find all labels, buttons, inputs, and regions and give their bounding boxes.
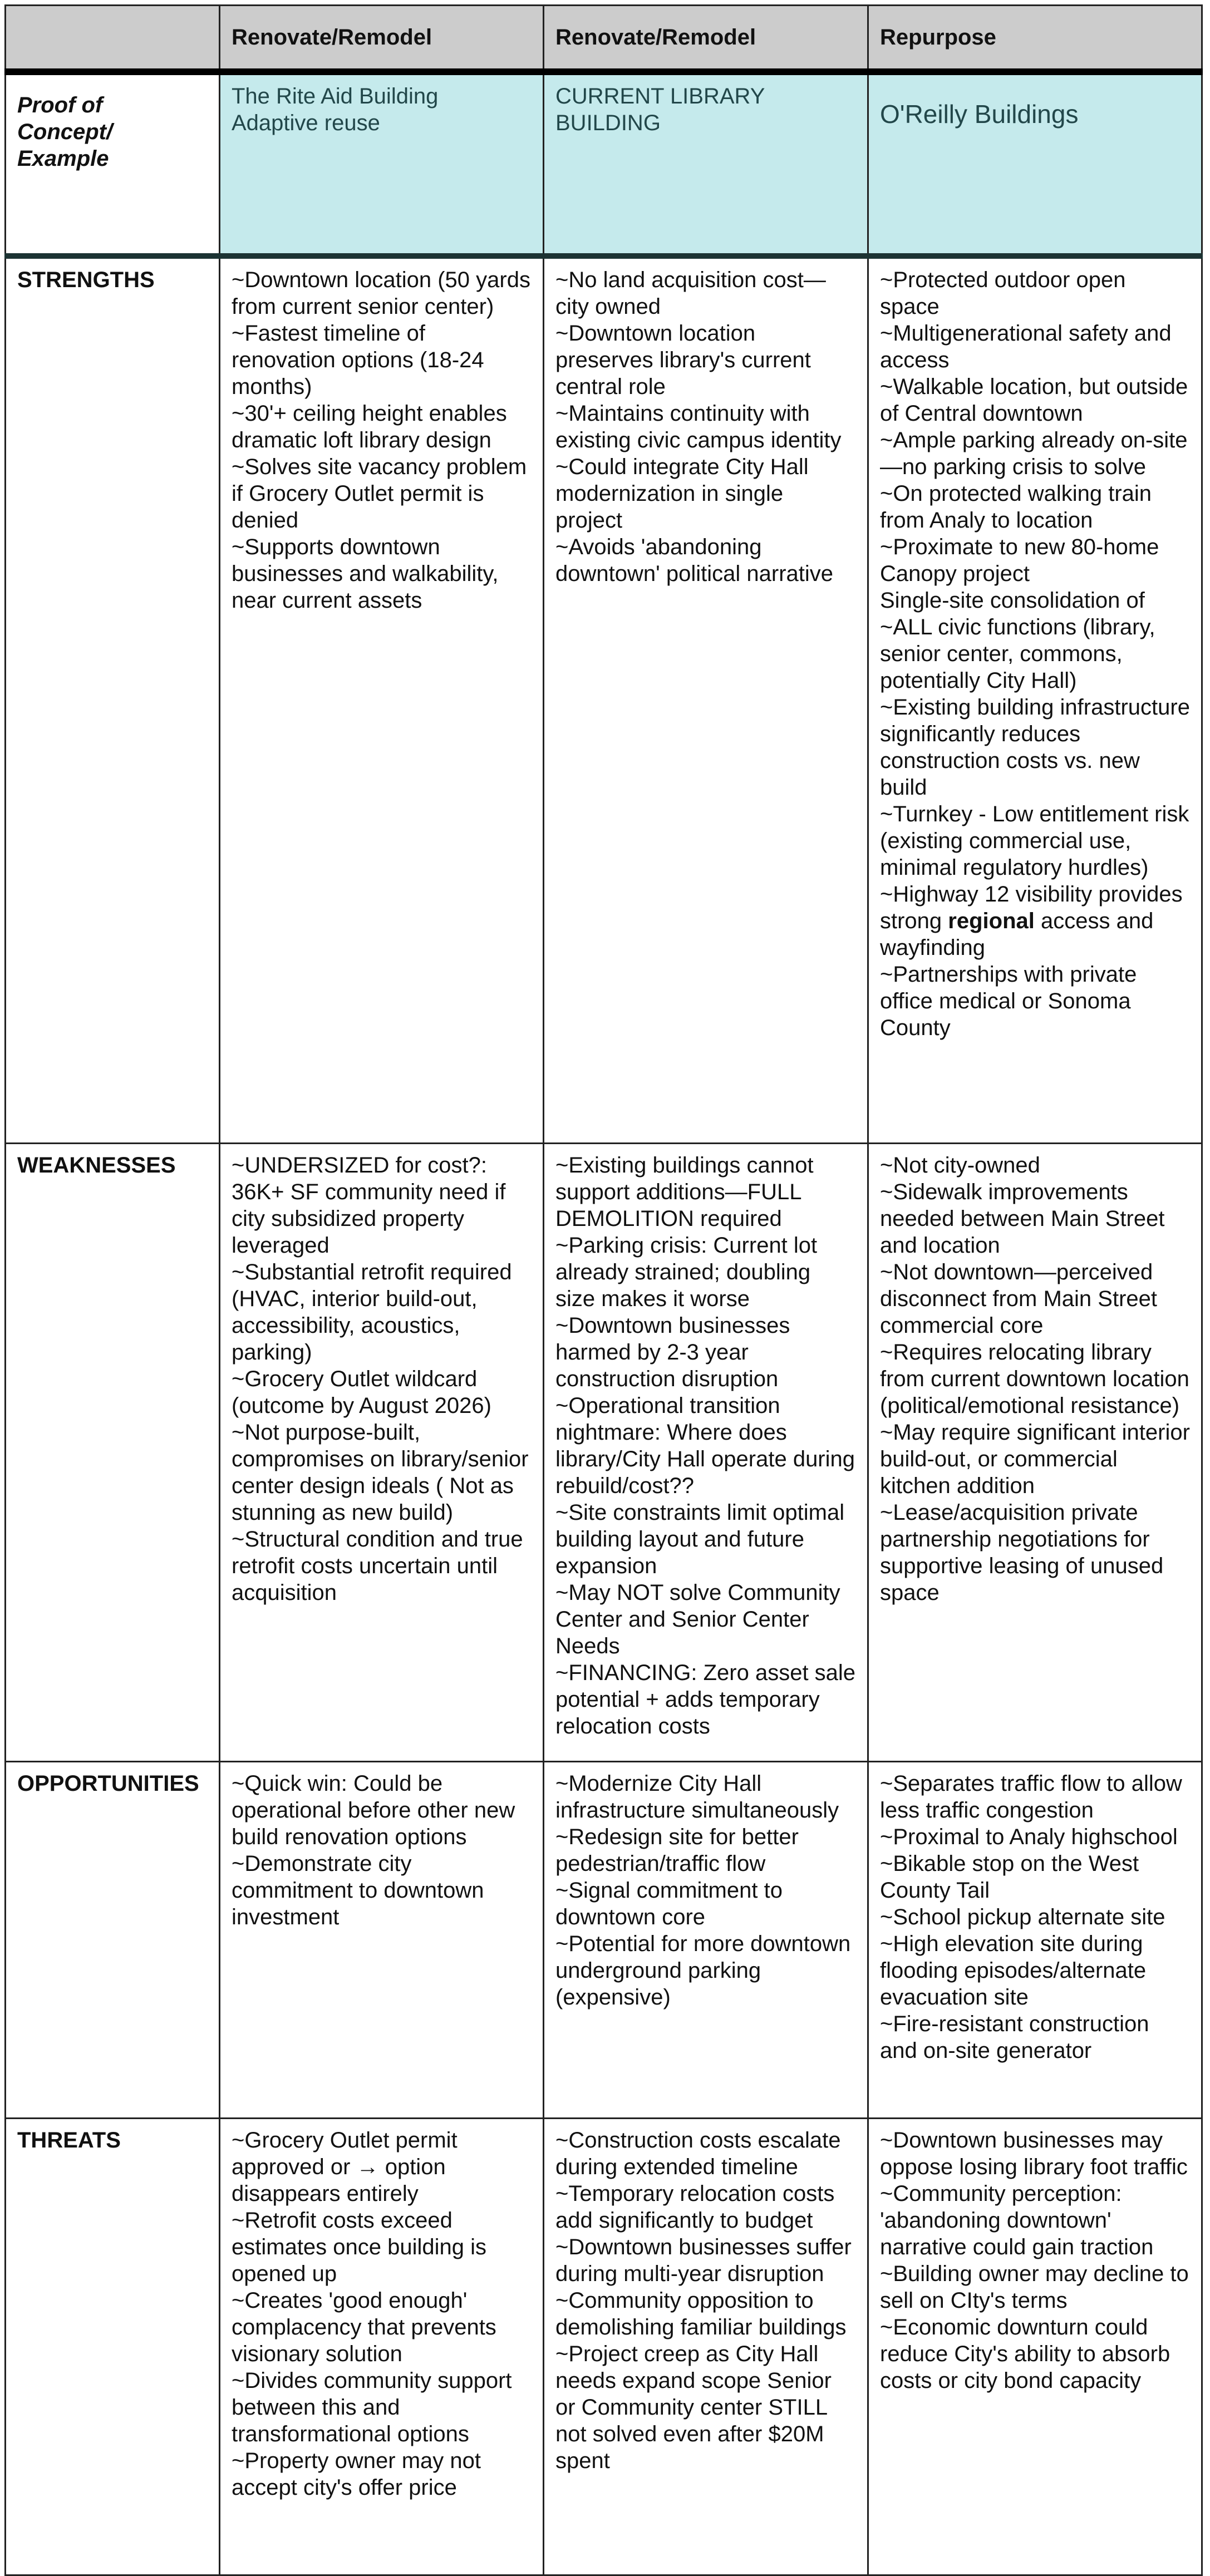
row-label: OPPORTUNITIES bbox=[6, 1762, 220, 2119]
bullet-item: ~Separates traffic flow to allow less traffic congestion bbox=[880, 1771, 1182, 1823]
header-empty bbox=[6, 6, 220, 72]
bullet-item: ~Property owner may not accept city's offer price bbox=[232, 2449, 481, 2500]
example-rite-aid bbox=[220, 72, 544, 256]
bullet-item: ~Divides community support between this and transformational options bbox=[232, 2368, 512, 2446]
bullet-item: ~Downtown businesses suffer during multi-year disruption bbox=[555, 2235, 852, 2286]
swot-cell bbox=[220, 1144, 544, 1762]
header-option-2: Renovate/Remodel bbox=[544, 6, 868, 72]
bullet-item: ~Sidewalk improvements needed between Main Street and location bbox=[880, 1180, 1165, 1258]
example-line: O'Reilly Buildings bbox=[880, 100, 1079, 129]
bullet-item: ~May require significant interior build-out, or commercial kitchen addition bbox=[880, 1420, 1190, 1498]
bullet-item: ~Project creep as City Hall needs expand scope Senior or Community center STILL not solved even after $20M spent bbox=[555, 2342, 832, 2473]
bullet-item: ~Downtown businesses may oppose losing library foot traffic bbox=[880, 2128, 1188, 2179]
bullet-item: ~Potential for more downtown underground parking (expensive) bbox=[555, 1932, 851, 2009]
bullet-item: ~Downtown location preserves library's current central role bbox=[555, 321, 811, 399]
bullet-item: ~Proximal to Analy highschool bbox=[880, 1825, 1178, 1849]
proof-label-line: Example bbox=[17, 146, 109, 171]
bullet-item: ~Highway 12 visibility provides strong regional access and wayfinding bbox=[880, 882, 1183, 960]
bullet-item: ~Existing buildings cannot support additions—FULL DEMOLITION required bbox=[555, 1153, 814, 1231]
bullet-item: ~Protected outdoor open space bbox=[880, 268, 1126, 319]
bullet-item: ~Proximate to new 80-home Canopy project bbox=[880, 535, 1159, 586]
header-option-3: Repurpose bbox=[868, 6, 1202, 72]
bullet-item: ~Multigenerational safety and access bbox=[880, 321, 1172, 372]
bullet-item: ~Downtown location (50 yards from current senior center) bbox=[232, 268, 530, 319]
swot-cell bbox=[868, 1144, 1202, 1762]
bullet-item: ~Operational transition nightmare: Where does library/City Hall operate during rebuild/cost?? bbox=[555, 1393, 855, 1498]
bullet-item: ~Partnerships with private office medical or Sonoma County bbox=[880, 962, 1137, 1040]
bullet-item: ~Community opposition to demolishing familiar buildings bbox=[555, 2288, 847, 2339]
bullet-item: Single-site consolidation of bbox=[880, 588, 1145, 613]
bullet-item: ~Walkable location, but outside of Central downtown bbox=[880, 375, 1188, 426]
bullet-item: ~On protected walking train from Analy to location bbox=[880, 481, 1152, 533]
swot-cell bbox=[220, 256, 544, 1144]
swot-row-weaknesses bbox=[6, 1144, 1202, 1762]
example-oreilly bbox=[868, 72, 1202, 256]
bullet-item: ~Community perception: 'abandoning downtown' narrative could gain traction bbox=[880, 2181, 1154, 2259]
bullet-item: ~Site constraints limit optimal building layout and future expansion bbox=[555, 1500, 845, 1578]
example-line: BUILDING bbox=[555, 111, 661, 135]
bullet-item: ~Bikable stop on the West County Tail bbox=[880, 1851, 1139, 1903]
bullet-item: ~Existing building infrastructure significantly reduces construction costs vs. new build bbox=[880, 695, 1190, 800]
proof-label-line: Proof of bbox=[17, 93, 103, 117]
bullet-item: ~Lease/acquisition private partnership negotiations for supportive leasing of unused space bbox=[880, 1500, 1164, 1605]
bullet-item: ~High elevation site during flooding episodes/alternate evacuation site bbox=[880, 1932, 1147, 2009]
bullet-item: ~Not city-owned bbox=[880, 1153, 1040, 1178]
bullet-item: ~30'+ ceiling height enables dramatic loft library design bbox=[232, 401, 507, 452]
swot-row-threats bbox=[6, 2119, 1202, 2575]
bullet-item: ~Turnkey - Low entitlement risk (existing commercial use, minimal regulatory hurdles) bbox=[880, 802, 1189, 880]
bullet-item: ~Modernize City Hall infrastructure simultaneously bbox=[555, 1771, 839, 1823]
example-line: Adaptive reuse bbox=[232, 111, 380, 135]
swot-cell bbox=[544, 1762, 868, 2119]
bullet-item: ~Not downtown—perceived disconnect from Main Street commercial core bbox=[880, 1260, 1157, 1338]
bullet-item: ~Fire-resistant construction and on-site generator bbox=[880, 2012, 1149, 2063]
bullet-item: ~Redesign site for better pedestrian/traffic flow bbox=[555, 1825, 799, 1876]
swot-cell bbox=[868, 1762, 1202, 2119]
bullet-item: ~Grocery Outlet wildcard (outcome by August 2026) bbox=[232, 1367, 491, 1418]
proof-label bbox=[6, 72, 220, 256]
bullet-item: ~Avoids 'abandoning downtown' political narrative bbox=[555, 535, 834, 586]
bullet-item: ~FINANCING: Zero asset sale potential + adds temporary relocation costs bbox=[555, 1661, 856, 1738]
row-label: STRENGTHS bbox=[6, 256, 220, 1144]
bullet-item: ~School pickup alternate site bbox=[880, 1905, 1165, 1929]
bullet-item: ~Not purpose-built, compromises on library/senior center design ideals ( Not as stunning as new build) bbox=[232, 1420, 529, 1525]
example-line: CURRENT LIBRARY bbox=[555, 84, 765, 109]
bullet-item: ~Structural condition and true retrofit costs uncertain until acquisition bbox=[232, 1527, 523, 1605]
row-label: THREATS bbox=[6, 2119, 220, 2575]
bullet-item: ~UNDERSIZED for cost?: 36K+ SF community need if city subsidized property leveraged bbox=[232, 1153, 506, 1258]
row-label: WEAKNESSES bbox=[6, 1144, 220, 1762]
swot-row-opportunities bbox=[6, 1762, 1202, 2119]
bullet-item: ~Maintains continuity with existing civic campus identity bbox=[555, 401, 842, 452]
bullet-item: ~Could integrate City Hall modernization in single project bbox=[555, 455, 809, 533]
bullet-item: ~Demonstrate city commitment to downtown investment bbox=[232, 1851, 484, 1929]
bullet-item: ~Temporary relocation costs add significantly to budget bbox=[555, 2181, 835, 2233]
swot-cell bbox=[220, 1762, 544, 2119]
bullet-item: ~Solves site vacancy problem if Grocery Outlet permit is denied bbox=[232, 455, 527, 533]
bullet-item: ~Building owner may decline to sell on CIty's terms bbox=[880, 2262, 1189, 2313]
swot-row-strengths bbox=[6, 256, 1202, 1144]
example-current-library bbox=[544, 72, 868, 256]
bullet-item: ~Downtown businesses harmed by 2-3 year construction disruption bbox=[555, 1313, 790, 1391]
bullet-item: ~Supports downtown businesses and walkability, near current assets bbox=[232, 535, 499, 613]
bullet-item: ~Construction costs escalate during extended timeline bbox=[555, 2128, 841, 2179]
swot-cell bbox=[868, 2119, 1202, 2575]
swot-cell bbox=[868, 256, 1202, 1144]
bullet-item: ~Creates 'good enough' complacency that prevents visionary solution bbox=[232, 2288, 496, 2366]
swot-comparison-table bbox=[4, 4, 1203, 2576]
bullet-item: ~Requires relocating library from current downtown location (political/emotional resistance) bbox=[880, 1340, 1189, 1418]
bullet-item: ~ALL civic functions (library, senior center, commons, potentially City Hall) bbox=[880, 615, 1155, 693]
bullet-item: ~Ample parking already on-site—no parking crisis to solve bbox=[880, 428, 1188, 479]
bullet-item: ~No land acquisition cost—city owned bbox=[555, 268, 826, 319]
proof-label-line: Concept/ bbox=[17, 120, 113, 144]
swot-cell bbox=[544, 1144, 868, 1762]
bullet-item: ~Substantial retrofit required (HVAC, interior build-out, accessibility, acoustics, parking) bbox=[232, 1260, 512, 1365]
swot-cell bbox=[544, 2119, 868, 2575]
swot-cell bbox=[544, 256, 868, 1144]
bullet-item: ~Signal commitment to downtown core bbox=[555, 1878, 783, 1929]
header-row bbox=[6, 6, 1202, 72]
bullet-item: ~Grocery Outlet permit approved or → option disappears entirely bbox=[232, 2128, 458, 2206]
bullet-item: ~May NOT solve Community Center and Senior Center Needs bbox=[555, 1580, 840, 1658]
bullet-item: ~Retrofit costs exceed estimates once building is opened up bbox=[232, 2208, 487, 2286]
example-line: The Rite Aid Building bbox=[232, 84, 439, 109]
proof-of-concept-row bbox=[6, 72, 1202, 256]
bullet-item: ~Fastest timeline of renovation options (18-24 months) bbox=[232, 321, 484, 399]
bullet-item: ~Quick win: Could be operational before other new build renovation options bbox=[232, 1771, 515, 1849]
header-option-1: Renovate/Remodel bbox=[220, 6, 544, 72]
swot-cell bbox=[220, 2119, 544, 2575]
bullet-item: ~Parking crisis: Current lot already strained; doubling size makes it worse bbox=[555, 1233, 818, 1311]
bullet-item: ~Economic downturn could reduce City's ability to absorb costs or city bond capacity bbox=[880, 2315, 1170, 2393]
